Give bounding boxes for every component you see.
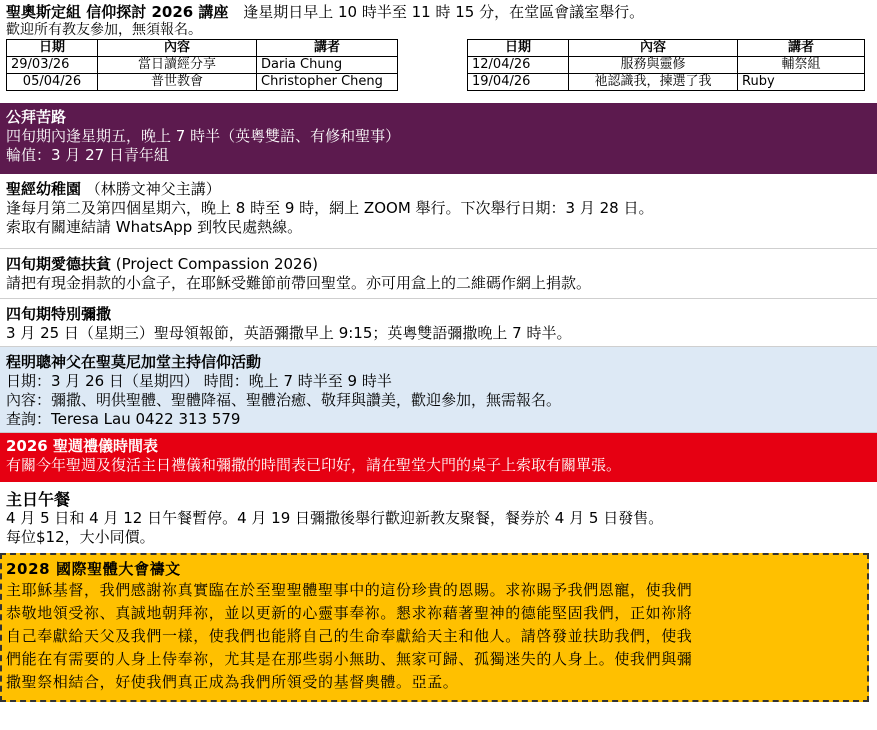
table-row [7, 74, 398, 91]
table-row [468, 74, 865, 91]
compassion-heading [6, 255, 871, 274]
header-date: 日期 [468, 40, 569, 57]
sunday-lunch-section [0, 482, 877, 549]
header-content: 內容 [569, 40, 738, 57]
table-row [7, 57, 398, 74]
faith-talks-time: 逢星期日早上 10 時半至 11 時 15 分，在堂區會議室舉行。 [243, 3, 645, 21]
cell-date: 05/04/26 [7, 74, 98, 91]
table-row [468, 57, 865, 74]
compassion-text: 請把有現金捐款的小盒子，在耶穌受難節前帶回聖堂。亦可用盒上的二維碼作網上捐款。 [6, 274, 592, 292]
lunch-text: 4 月 5 日和 4 月 12 日午餐暫停。4 月 19 日彌撒後舉行歡迎新教友聚餐，餐券於 4 月 5 日發售。 [6, 509, 664, 527]
mass-text: 3 月 25 日（星期三）聖母領報節，英語彌撒早上 9:15；英粵雙語彌撒晚上 7 時半。 [6, 324, 572, 342]
compassion-subtitle: (Project Compassion 2026) [115, 255, 318, 273]
schedule-table-left [6, 39, 398, 91]
cell-date: 29/03/26 [7, 57, 98, 74]
kids-contact: 索取有關連結請 WhatsApp 到牧民處熱線。 [6, 218, 303, 236]
faith-talks-note: 歡迎所有教友參加，無須報名。 [6, 22, 202, 38]
cell-speaker: Daria Chung [257, 57, 398, 74]
faith-talks-title: 聖奧斯定組 信仰探討 2026 講座 [6, 3, 229, 21]
faith-activity-section [0, 347, 877, 433]
schedule-table-right [467, 39, 865, 91]
prayer-title: 2028 國際聖體大會禱文 [6, 560, 181, 578]
holyweek-title: 2026 聖週禮儀時間表 [6, 437, 158, 455]
prayer-line: 自己奉獻給天父及我們一樣，使我們也能將自己的生命奉獻給天主和他人。請啓發並扶助我們，使我 [6, 627, 693, 645]
cell-content: 普世教會 [98, 74, 257, 91]
header-content: 內容 [98, 40, 257, 57]
header-speaker: 講者 [738, 40, 865, 57]
cell-content: 當日讀經分享 [98, 57, 257, 74]
cell-speaker: 輔祭組 [738, 57, 865, 74]
kids-title: 聖經幼稚園 [6, 180, 82, 198]
faith-content: 內容：彌撒、明供聖體、聖體降福、聖體治癒、敬拜與讚美，歡迎參加，無需報名。 [6, 391, 562, 409]
kids-schedule: 逢每月第二及第四個星期六，晚上 8 時至 9 時，網上 ZOOM 舉行。下次舉行日期：3 月 28 日。 [6, 199, 654, 217]
stations-time: 四旬期內逢星期五，晚上 7 時半（英粵雙語、有修和聖事） [6, 127, 401, 145]
stations-title: 公拜苦路 [6, 108, 67, 126]
header-date: 日期 [7, 40, 98, 57]
stations-section [0, 103, 877, 174]
cell-speaker: Ruby [738, 74, 865, 91]
faith-talks-section [0, 0, 877, 103]
prayer-wrapper [0, 549, 877, 702]
prayer-line: 恭敬地領受祢、真誠地朝拜祢，並以更新的心靈事奉祢。懇求祢藉著聖神的德能堅固我們，正如祢將 [6, 604, 693, 622]
stations-roster: 輪值：3 月 27 日青年組 [6, 146, 169, 164]
lunch-price: 每位$12，大小同價。 [6, 528, 155, 546]
compassion-title: 四旬期愛德扶貧 [6, 255, 112, 273]
header-speaker: 講者 [257, 40, 398, 57]
lunch-title: 主日午餐 [6, 490, 71, 509]
faith-enquiry: 查詢：Teresa Lau 0422 313 579 [6, 410, 241, 428]
prayer-line: 們能在有需要的人身上侍奉祢，尤其是在那些弱小無助、無家可歸、孤獨迷失的人身上。使我們與彌 [6, 650, 693, 668]
cell-content: 祂認識我，揀選了我 [569, 74, 738, 91]
table-header-row [468, 40, 865, 57]
compassion-section [0, 249, 877, 299]
congress-prayer-box [0, 553, 869, 702]
faith-date: 日期：3 月 26 日（星期四） 時間：晚上 7 時半至 9 時半 [6, 372, 392, 390]
prayer-line: 撒聖祭相結合，好使我們真正成為我們所領受的基督奧體。亞孟。 [6, 673, 459, 691]
cell-content: 服務與靈修 [569, 57, 738, 74]
holy-week-section [0, 433, 877, 482]
cell-speaker: Christopher Cheng [257, 74, 398, 91]
mass-title: 四旬期特別彌撒 [6, 305, 112, 323]
bible-kindergarten-section [0, 174, 877, 249]
faith-talks-heading [6, 3, 871, 22]
table-header-row [7, 40, 398, 57]
holyweek-text: 有關今年聖週及復活主日禮儀和彌撒的時間表已印好，請在聖堂大門的桌子上索取有關單張。 [6, 456, 622, 474]
schedule-tables [6, 39, 871, 91]
prayer-line: 主耶穌基督，我們感謝祢真實臨在於至聖聖體聖事中的這份珍貴的恩賜。求祢賜予我們恩寵，使我們 [6, 581, 693, 599]
cell-date: 12/04/26 [468, 57, 569, 74]
kids-heading [6, 180, 871, 199]
kids-speaker: （林勝文神父主講） [85, 180, 221, 198]
faith-title: 程明聰神父在聖莫尼加堂主持信仰活動 [6, 353, 262, 371]
special-mass-section [0, 299, 877, 347]
cell-date: 19/04/26 [468, 74, 569, 91]
